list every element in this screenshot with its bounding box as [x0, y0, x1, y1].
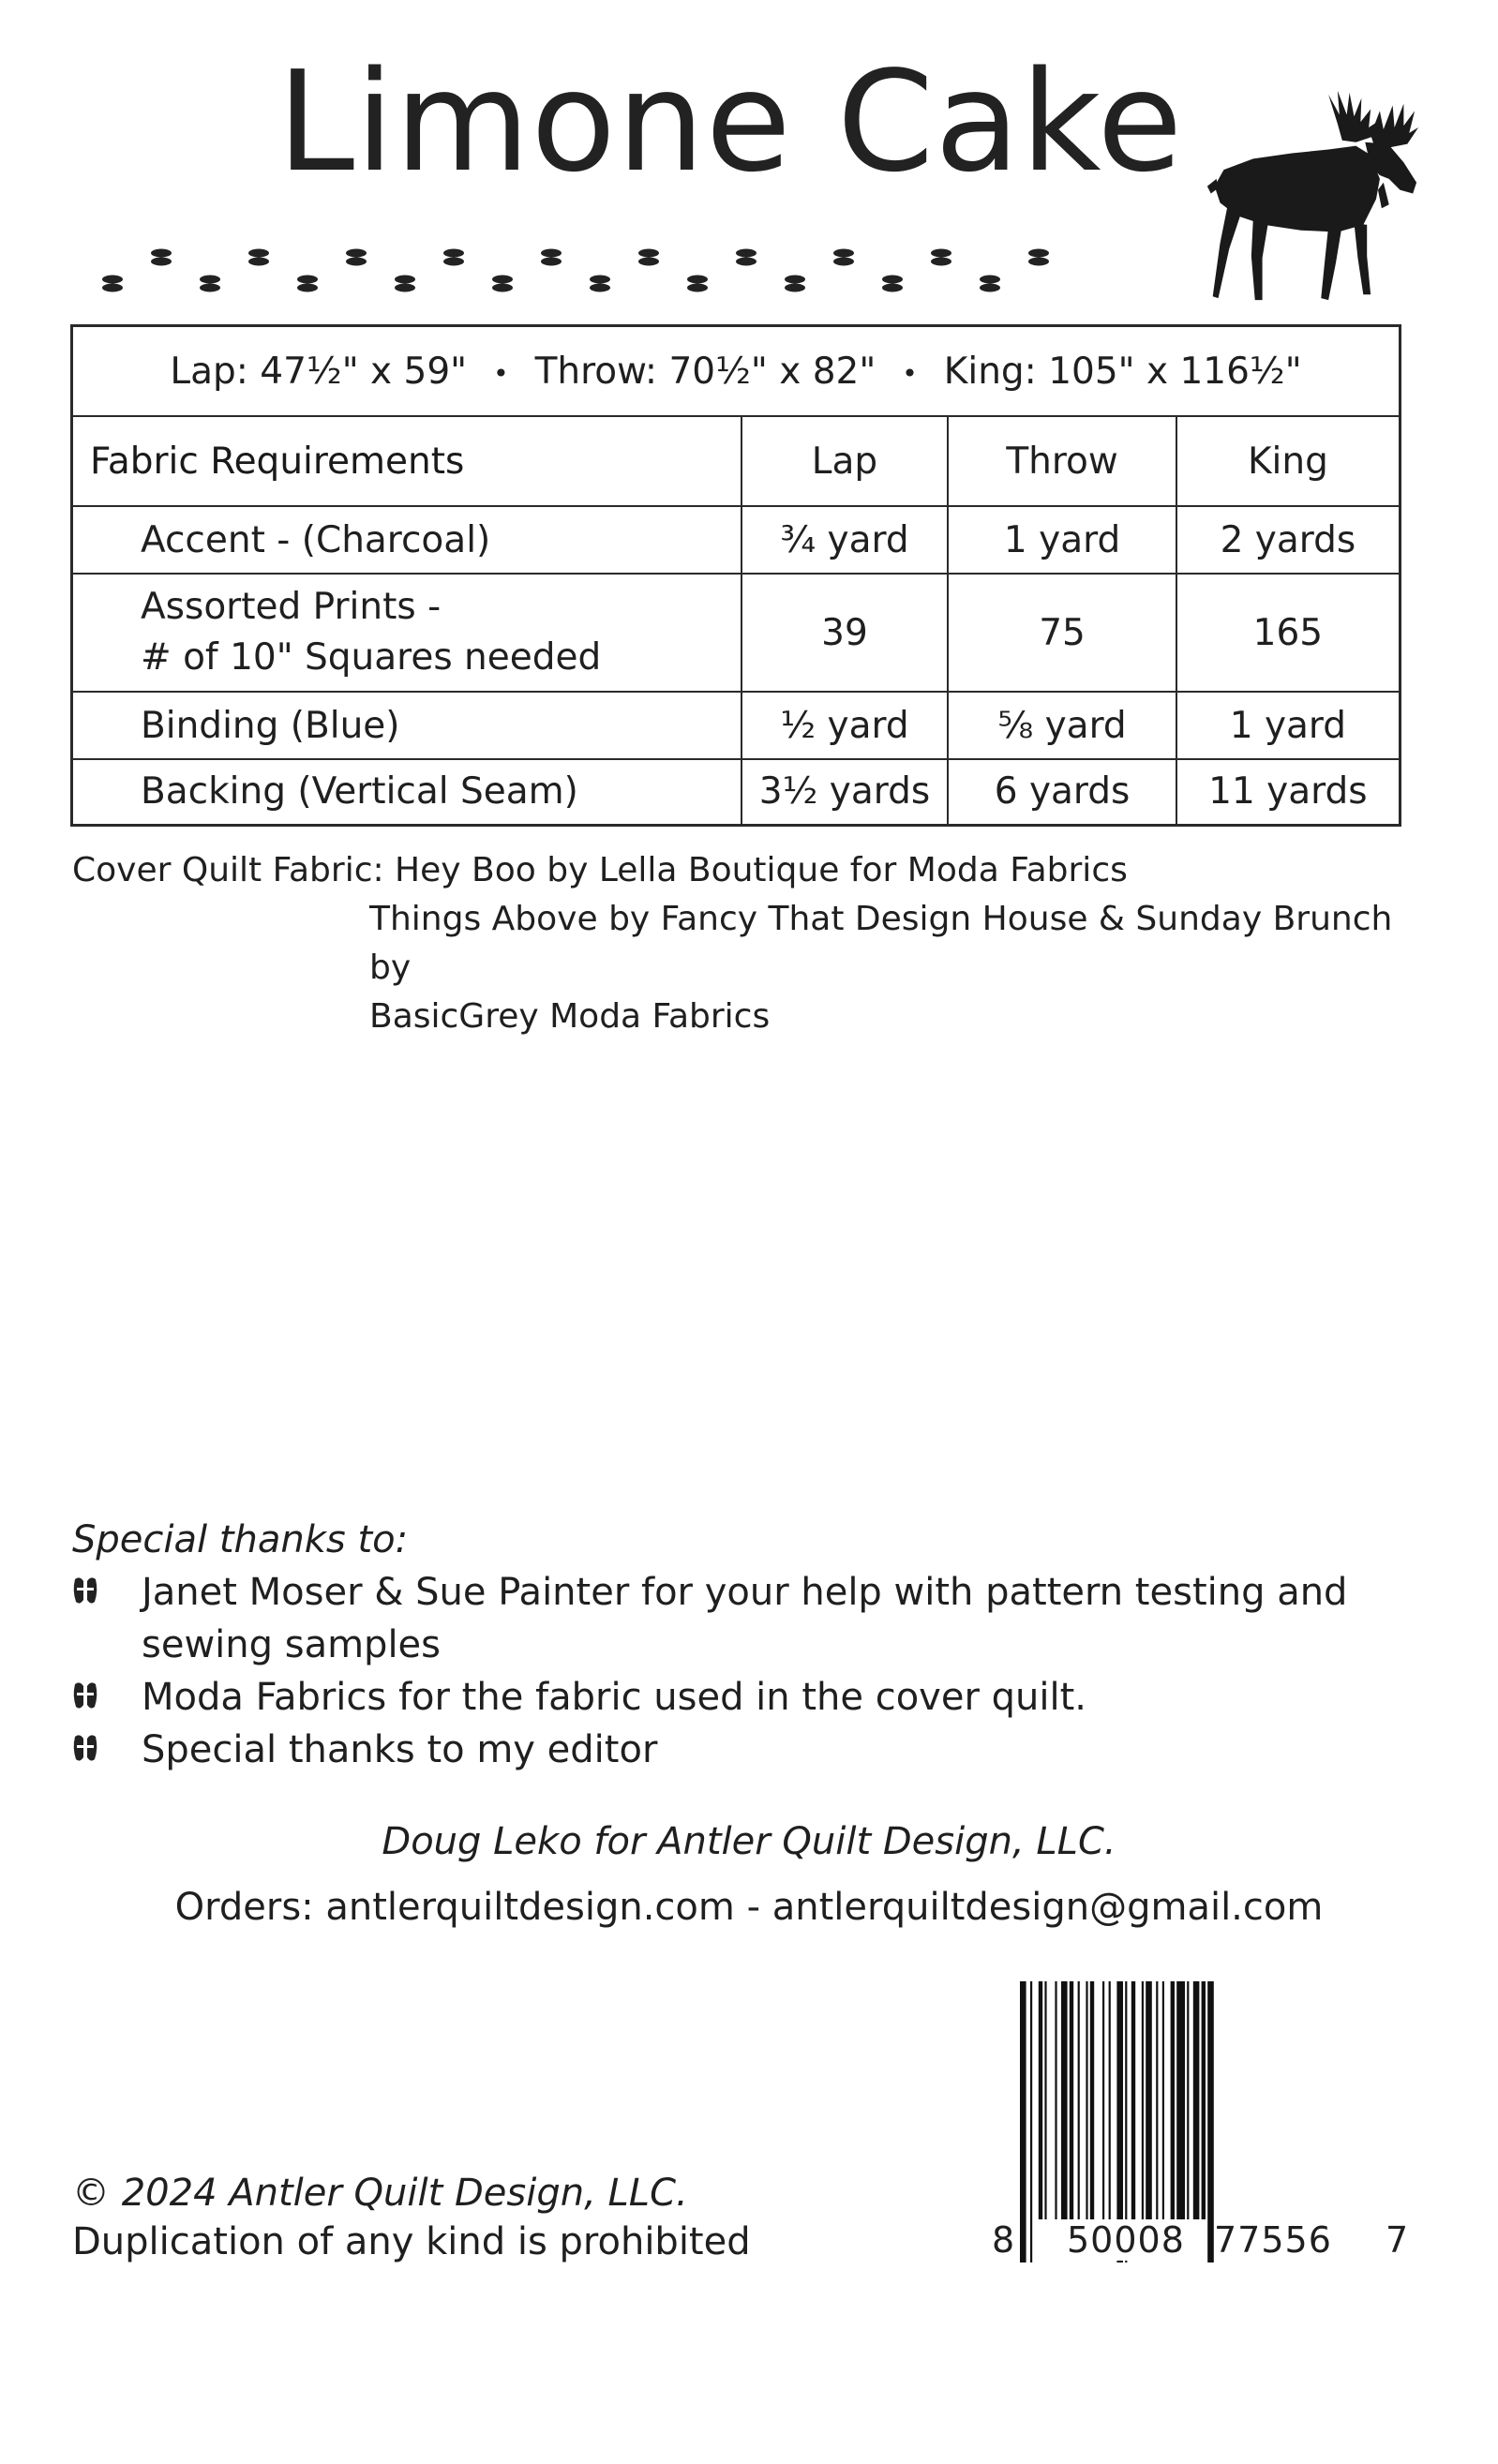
cell-lap: 39: [742, 574, 949, 692]
cell-lap: ¾ yard: [742, 506, 949, 574]
cell-king: 11 yards: [1176, 759, 1401, 825]
hoof-print-icon: [72, 1680, 98, 1712]
special-thanks-heading: Special thanks to:: [72, 1518, 409, 1561]
row-label: Backing (Vertical Seam): [72, 759, 742, 825]
cell-king: 2 yards: [1176, 506, 1401, 574]
cell-lap: 3½ yards: [742, 759, 949, 825]
barcode-bar: [1055, 1981, 1056, 2219]
barcode-bar: [1086, 1981, 1087, 2219]
barcode-digit-first: 8: [992, 2219, 1016, 2261]
column-header-lap: Lap: [742, 416, 949, 506]
fabric-requirements-table: [70, 324, 1401, 827]
cover-fabric-line1: Cover Quilt Fabric: Hey Boo by Lella Boutique for Moda Fabrics: [72, 851, 1128, 889]
cell-king: 165: [1176, 574, 1401, 692]
barcode-digit-last: 7: [1386, 2219, 1410, 2261]
hoof-print-icon: [833, 249, 854, 266]
hoof-print-icon: [200, 276, 220, 292]
row-label-line2: # of 10" Squares needed: [141, 636, 602, 679]
size-lap: Lap: 47½" x 59": [170, 350, 468, 393]
barcode-bar: [1146, 1981, 1152, 2219]
copyright-line2: Duplication of any kind is prohibited: [72, 2220, 751, 2263]
barcode-bar: [1109, 1981, 1111, 2219]
row-label: [72, 574, 742, 692]
special-thanks-list: [72, 1566, 1366, 1776]
copyright-line1: © 2024 Antler Quilt Design, LLC.: [72, 2172, 688, 2215]
hoof-print-icon: [882, 276, 903, 292]
hoof-print-icon: [931, 249, 951, 266]
cell-throw: 1 yard: [948, 506, 1176, 574]
barcode-bar: [1187, 1981, 1189, 2219]
hoof-print-icon: [590, 276, 610, 292]
barcode-bar: [1207, 1981, 1214, 2262]
cell-throw: 6 yards: [948, 759, 1176, 825]
size-separator: •: [493, 357, 509, 389]
cover-fabric-line2: Things Above by Fancy That Design House & Sunday Brunch by: [369, 900, 1393, 987]
hoof-print-icon: [248, 249, 269, 266]
column-header-throw: Throw: [948, 416, 1176, 506]
moose-silhouette-icon: [1200, 86, 1420, 304]
barcode-bar: [1176, 1981, 1185, 2219]
hoof-print-icon: [72, 1575, 98, 1607]
cell-throw: ⅝ yard: [948, 692, 1176, 759]
hoof-print-icon: [687, 276, 708, 292]
hoof-print-icon: [297, 276, 318, 292]
barcode-bar: [1039, 1981, 1042, 2219]
barcode-bar: [1070, 1981, 1073, 2219]
table-row: [72, 759, 1401, 825]
thanks-item-line1: Moda Fabrics for the fabric used in the cover quilt.: [142, 1676, 1086, 1719]
barcode-bar: [1142, 1981, 1144, 2219]
hoof-print-icon: [151, 249, 172, 266]
list-item: [72, 1724, 1366, 1776]
barcode-bar: [1102, 1981, 1104, 2219]
barcode-bar: [1193, 1981, 1200, 2219]
barcode-bar: [1044, 1981, 1046, 2219]
hoof-print-icon: [346, 249, 367, 266]
thanks-item-line1: Special thanks to my editor: [142, 1728, 658, 1771]
table-row: [72, 574, 1401, 692]
row-label: Accent - (Charcoal): [72, 506, 742, 574]
hoof-print-icon: [72, 1733, 98, 1765]
hoof-print-trail: [94, 242, 1106, 307]
barcode-bar: [1090, 1981, 1094, 2219]
hoof-print-icon: [443, 249, 464, 266]
size-throw: Throw: 70½" x 82": [534, 350, 876, 393]
table-header-row: [72, 416, 1401, 506]
barcode-group-2: 77556: [1214, 2219, 1332, 2261]
cell-king: 1 yard: [1176, 692, 1401, 759]
special-thanks-section: [72, 1514, 1366, 1776]
hoof-print-icon: [1028, 249, 1049, 266]
hoof-print-icon: [395, 276, 415, 292]
hoof-print-icon: [638, 249, 659, 266]
barcode-bar: [1020, 1981, 1026, 2262]
row-label: Binding (Blue): [72, 692, 742, 759]
hoof-print-icon: [102, 276, 123, 292]
orders-contact: Orders: antlerquiltdesign.com - antlerquiltdesign@gmail.com: [174, 1886, 1324, 1929]
barcode-bar: [1162, 1981, 1164, 2219]
table-row: [72, 506, 1401, 574]
hoof-print-icon: [541, 249, 562, 266]
barcode-icon: [992, 1981, 1404, 2281]
list-item: [72, 1671, 1366, 1724]
barcode-group-1: 50008: [1067, 2219, 1185, 2261]
cover-fabric-credits: [72, 846, 1431, 1041]
hoof-print-icon: [492, 276, 513, 292]
barcode-bar: [1156, 1981, 1158, 2219]
cell-throw: 75: [948, 574, 1176, 692]
hoof-print-icon: [736, 249, 756, 266]
barcode-bar: [1171, 1981, 1175, 2219]
page-title: Limone Cake: [277, 41, 1184, 202]
list-item: [72, 1566, 1366, 1671]
table-heading: Fabric Requirements: [72, 416, 742, 506]
hoof-print-icon: [785, 276, 805, 292]
barcode-bar: [1030, 1981, 1032, 2262]
author-credit: Doug Leko for Antler Quilt Design, LLC.: [382, 1820, 1116, 1863]
cell-lap: ½ yard: [742, 692, 949, 759]
column-header-king: King: [1176, 416, 1401, 506]
barcode-bar: [1078, 1981, 1080, 2219]
barcode-bar: [1061, 1981, 1068, 2219]
size-separator: •: [902, 357, 918, 389]
thanks-item-line1: Janet Moser & Sue Painter for your help with pattern testing and: [142, 1571, 1348, 1614]
size-king: King: 105" x 116½": [943, 350, 1302, 393]
row-label-line1: Assorted Prints -: [141, 586, 442, 628]
thanks-item-line2: sewing samples: [142, 1623, 442, 1666]
hoof-print-icon: [980, 276, 1000, 292]
table-row: [72, 692, 1401, 759]
copyright-notice: [72, 2169, 751, 2266]
barcode-bar: [1202, 1981, 1206, 2219]
quilt-sizes-row: [72, 326, 1401, 417]
barcode-bar: [1131, 1981, 1135, 2219]
cover-fabric-line3: BasicGrey Moda Fabrics: [369, 997, 771, 1036]
